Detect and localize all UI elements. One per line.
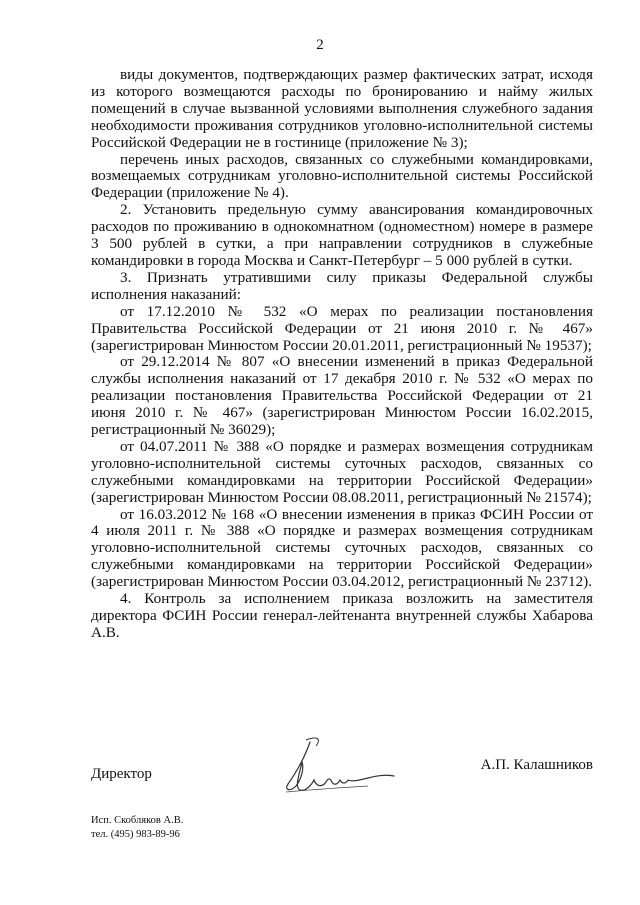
director-title: Директор [91,766,152,782]
page-number: 2 [316,37,324,53]
paragraph: от 17.12.2010 № 532 «О мерах по реализации постановления Правительства Российской Федерации от 21 июня 2010 г. № 467» (зарегистрирован Минюстом России 20.01.2011, регистрационный № 19537); [91,302,593,354]
paragraph: 3. Признать утратившими силу приказы Федеральной службы исполнения наказаний: [91,268,593,303]
paragraph: от 16.03.2012 № 168 «О внесении изменения в приказ ФСИН России от 4 июля 2011 г. № 388 «О порядке и размерах возмещения сотрудникам уголовно-исполнительной системы суточных расходов, связанных со служебными командировками на территории Российской Федерации» (зарегистрирован Минюстом России 03.04.2012, регистрационный № 23712). [91,505,593,591]
executor-phone: тел. (495) 983-89-96 [91,828,180,840]
paragraph: виды документов, подтверждающих размер фактических затрат, исходя из которого возмещаются расходы по бронированию и найму жилых помещений в случае вызванной условиями выполнения служебного задания необходимости проживания сотрудников уголовно-исполнительной системы Российской Федерации не в гостинице (приложение № 3); [91,66,593,151]
executor-info [91,814,183,841]
signature-block [91,732,593,802]
paragraph: перечень иных расходов, связанных со служебными командировками, возмещаемых сотрудникам уголовно-исполнительной системы Российской Федерации (приложение № 4). [91,150,593,202]
paragraph: 2. Установить предельную сумму авансирования командировочных расходов по проживанию в однокомнатном (одноместном) номере в размере 3 500 рублей в сутки, а при направлении сотрудников в служебные командировки в города Москва и Санкт-Петербург – 5 000 рублей в сутки. [91,201,593,269]
document-body [91,67,593,642]
paragraph: от 04.07.2011 № 388 «О порядке и размерах возмещения сотрудникам уголовно-исполнительной системы суточных расходов, связанных со служебными командировками на территории Российской Федерации» (зарегистрирован Минюстом России 08.08.2011, регистрационный № 21574); [91,437,593,506]
director-name: А.П. Калашников [480,757,593,773]
paragraph: 4. Контроль за исполнением приказа возложить на заместителя директора ФСИН России генерал-лейтенанта внутренней службы Хабарова А.В. [91,590,593,641]
signature-image [276,732,406,800]
executor-name: Исп. Скобляков А.В. [91,815,184,826]
paragraph: от 29.12.2014 № 807 «О внесении изменений в приказ Федеральной службы исполнения наказаний от 17 декабря 2010 г. № 532 «О мерах по реализации постановления Правительства Российской Федерации от 21 июня 2010 г. № 467» (зарегистрирован Минюстом России 16.02.2015, регистрационный № 36029); [91,353,593,439]
